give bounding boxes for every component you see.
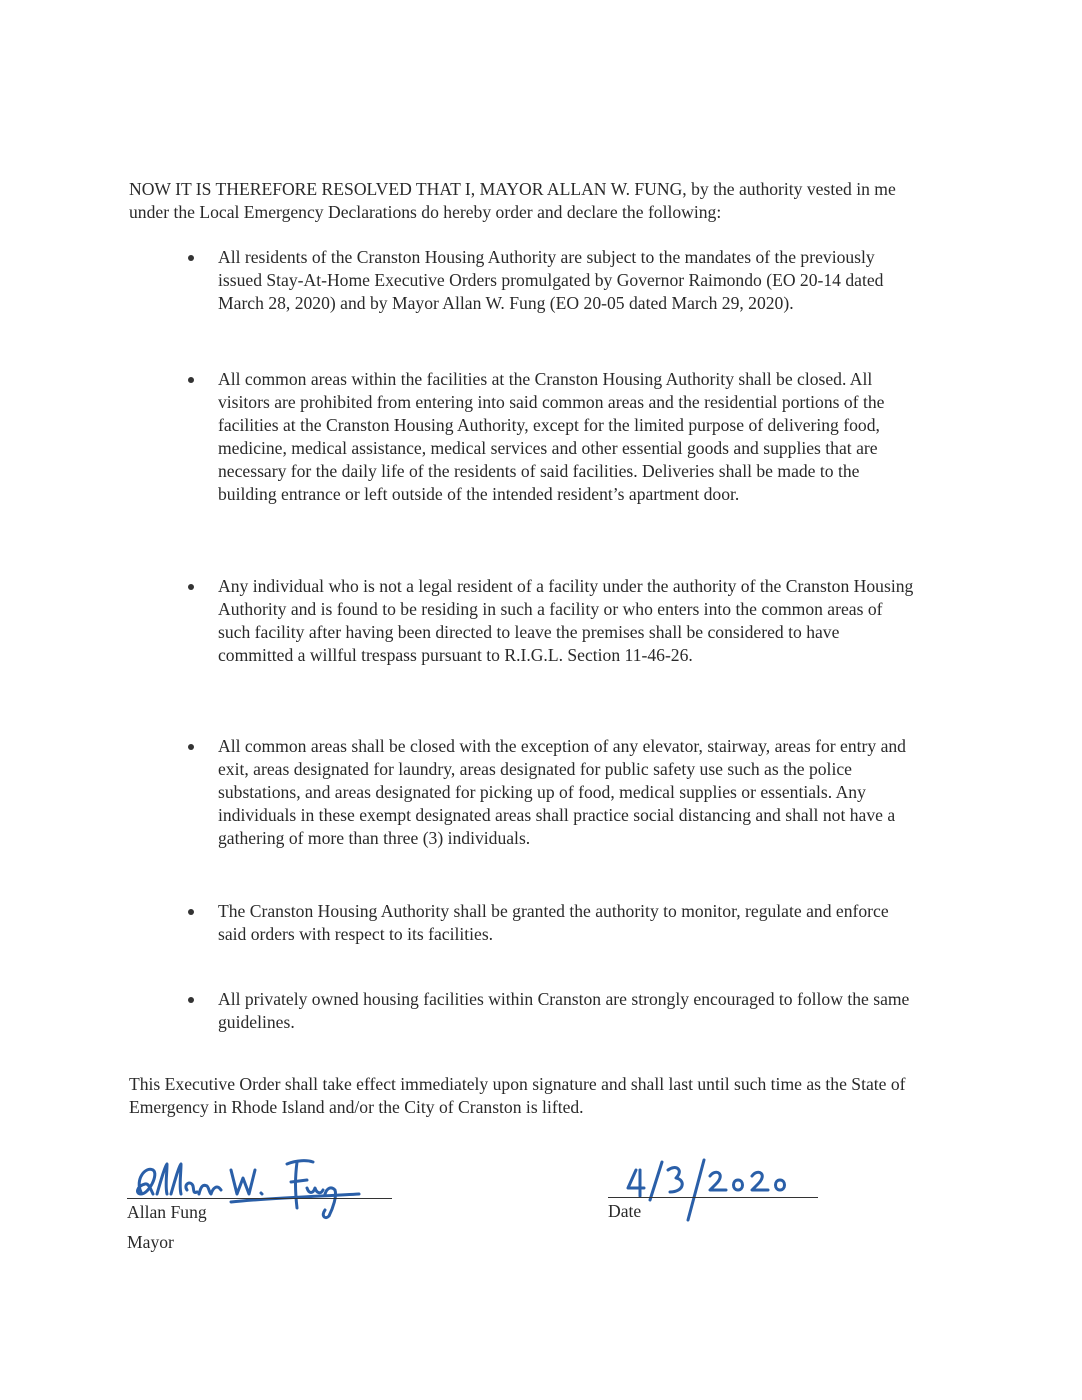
list-item-text: All privately owned housing facilities within Cranston are strongly encouraged to follow the same guidelines.: [218, 989, 910, 1032]
signature-line: [127, 1198, 392, 1199]
list-item: [188, 988, 918, 1034]
list-item: [188, 900, 918, 946]
list-item: [188, 246, 918, 315]
list-item-text: All common areas within the facilities at the Cranston Housing Authority shall be closed. All visitors are prohibited from entering into said common areas and the residential portions of the facilities at the Cranston Housing Authority, except for the limited purpose of delivering food, medicine, medical assistance, medical services and other essential goods and supplies that are necessary for the daily life of the residents of said facilities. Deliveries shall be made to the building entrance or left outside of the intended resident’s apartment door.: [218, 369, 885, 504]
list-item-text: The Cranston Housing Authority shall be granted the authority to monitor, regulate and enforce said orders with respect to its facilities.: [218, 901, 889, 944]
bullet-icon: [188, 255, 194, 261]
list-item-text: All common areas shall be closed with the exception of any elevator, stairway, areas for entry and exit, areas designated for laundry, areas designated for public safety use such as the police substations, and areas designated for picking up of food, medical supplies or essentials. Any individuals in these exempt designated areas shall practice social distancing and shall not have a gathering of more than three (3) individuals.: [218, 736, 906, 848]
closing-paragraph: This Executive Order shall take effect immediately upon signature and shall last until such time as the State of Emergency in Rhode Island and/or the City of Cranston is lifted.: [129, 1074, 906, 1117]
signer-name: Allan Fung: [127, 1202, 207, 1222]
list-item: [188, 735, 918, 850]
handwritten-date: [618, 1154, 818, 1224]
date-label: Date: [608, 1201, 642, 1221]
bullet-icon: [188, 584, 194, 590]
date-line: [608, 1197, 818, 1198]
date-block: [608, 1150, 823, 1230]
signer-title: Mayor: [127, 1232, 174, 1252]
bullet-icon: [188, 997, 194, 1003]
bullet-icon: [188, 377, 194, 383]
list-item-text: All residents of the Cranston Housing Authority are subject to the mandates of the previously issued Stay-At-Home Executive Orders promulgated by Governor Raimondo (EO 20-14 dated March 28, 2020) and by Mayor Allan W. Fung (EO 20-05 dated March 29, 2020).: [218, 247, 884, 313]
list-item: [188, 368, 918, 506]
list-item-text: Any individual who is not a legal resident of a facility under the authority of the Cranston Housing Authority and is found to be residing in such a facility or who enters into the common areas of such facility after having been directed to leave the premises shall be considered to have committed a willful trespass pursuant to R.I.G.L. Section 11-46-26.: [218, 576, 914, 665]
bullet-icon: [188, 909, 194, 915]
list-item: [188, 575, 918, 667]
signature-block: [127, 1150, 397, 1260]
bullet-icon: [188, 744, 194, 750]
resolution-intro: NOW IT IS THEREFORE RESOLVED THAT I, MAYOR ALLAN W. FUNG, by the authority vested in me under the Local Emergency Declarations do hereby order and declare the following:: [129, 179, 896, 222]
